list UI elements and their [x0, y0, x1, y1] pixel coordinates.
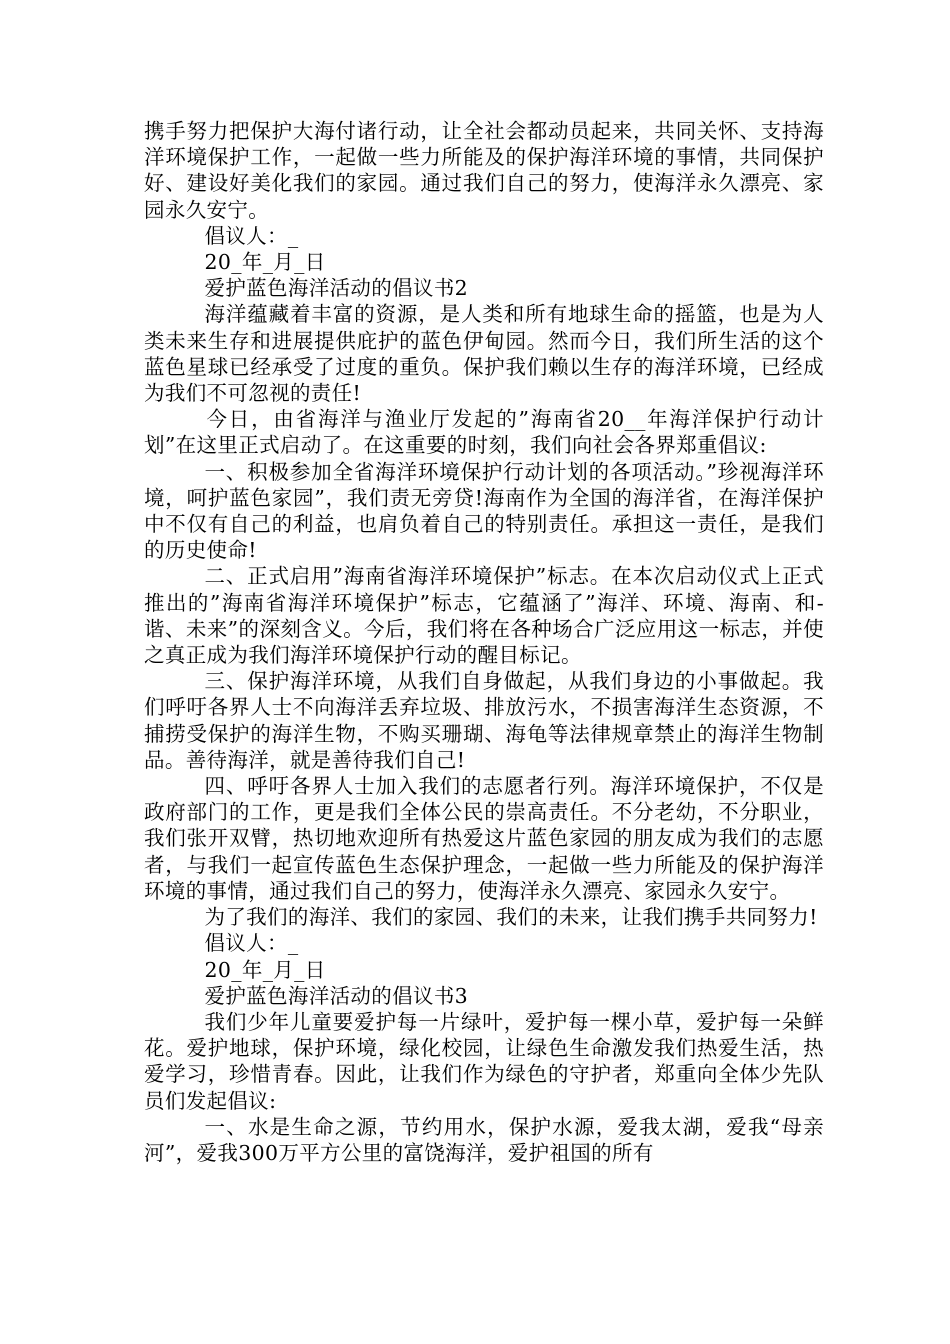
section-title-3: 爱护蓝色海洋活动的倡议书3	[204, 983, 469, 1008]
paragraph-action-plan: 今日，由省海洋与渔业厅发起的”海南省20__年海洋保护行动计划”在这里正式启动了。在这重要的时刻，我们向社会各界郑重倡议:	[144, 407, 824, 458]
paragraph-water: 一、水是生命之源，节约用水，保护水源，爱我太湖，爱我“母亲河”，爱我300万平方公里的富饶海洋，爱护祖国的所有	[144, 1114, 824, 1165]
date-line: 20_年_月_日	[204, 250, 326, 275]
paragraph-item-1: 一、积极参加全省海洋环境保护行动计划的各项活动。”珍视海洋环境，呵护蓝色家园”，我们责无旁贷!海南作为全国的海洋省，在海洋保护中不仅有自己的利益，也肩负着自己的特别责任。承担这一责任，是我们的历史使命!	[144, 459, 824, 563]
paragraph-ocean-resources: 海洋蕴藏着丰富的资源，是人类和所有地球生命的摇篮，也是为人类未来生存和进展提供庇护的蓝色伊甸园。然而今日，我们所生活的这个蓝色星球已经承受了过度的重负。保护我们赖以生存的海洋环境，已经成为我们不可忽视的责任!	[144, 302, 824, 406]
section-title-2: 爱护蓝色海洋活动的倡议书2	[204, 276, 469, 301]
signature-line: 倡议人：_	[204, 223, 299, 248]
paragraph-youth: 我们少年儿童要爱护每一片绿叶，爱护每一棵小草，爱护每一朵鲜花。爱护地球，保护环境，绿化校园，让绿色生命激发我们热爱生活，热爱学习，珍惜青春。因此，让我们作为绿色的守护者，郑重向全体少先队员们发起倡议:	[144, 1009, 824, 1113]
paragraph-item-3: 三、保护海洋环境，从我们自身做起，从我们身边的小事做起。我们呼吁各界人士不向海洋丢弃垃圾、排放污水，不损害海洋生态资源，不捕捞受保护的海洋生物，不购买珊瑚、海龟等法律规章禁止的海洋生物制品。善待海洋，就是善待我们自己!	[144, 669, 824, 772]
paragraph-item-2: 二、正式启用”海南省海洋环境保护”标志。在本次启动仪式上正式推出的”海南省海洋环境保护”标志，它蕴涵了”海洋、环境、海南、和-谐、未来”的深刻含义。今后，我们将在各种场合广泛应用这一标志，并使之真正成为我们海洋环境保护行动的醒目标记。	[144, 564, 824, 668]
document-body	[144, 118, 824, 1166]
paragraph-closing: 为了我们的海洋、我们的家园、我们的未来，让我们携手共同努力!	[204, 905, 818, 930]
paragraph-item-4: 四、呼吁各界人士加入我们的志愿者行列。海洋环境保护，不仅是政府部门的工作，更是我们全体公民的崇高责任。不分老幼，不分职业，我们张开双臂，热切地欢迎所有热爱这片蓝色家园的朋友成为我们的志愿者，与我们一起宣传蓝色生态保护理念，一起做一些力所能及的保护海洋环境的事情，通过我们自己的努力，使海洋永久漂亮、家园永久安宁。	[144, 774, 824, 903]
date-line-2: 20_年_月_日	[204, 957, 326, 982]
signature-line-2: 倡议人：_	[204, 931, 299, 956]
paragraph-intro: 携手努力把保护大海付诸行动，让全社会都动员起来，共同关怀、支持海洋环境保护工作，一起做一些力所能及的保护海洋环境的事情，共同保护好、建设好美化我们的家园。通过我们自己的努力，使海洋永久漂亮、家园永久安宁。	[144, 119, 824, 222]
